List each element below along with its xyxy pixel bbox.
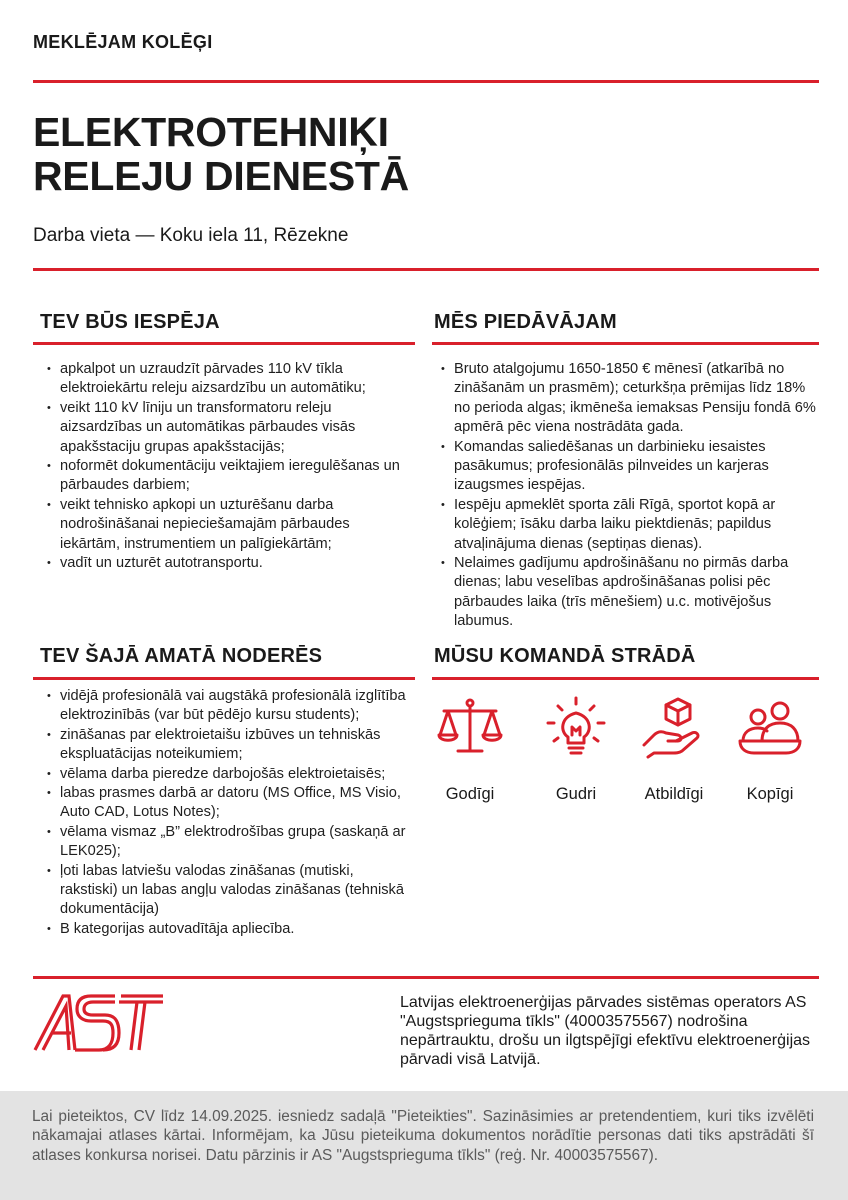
value-together bbox=[722, 695, 818, 804]
divider bbox=[33, 268, 819, 271]
lightbulb-icon bbox=[542, 695, 610, 761]
divider bbox=[432, 677, 819, 680]
divider bbox=[33, 80, 819, 83]
value-responsible bbox=[626, 695, 722, 804]
company-logo bbox=[33, 993, 165, 1058]
divider bbox=[33, 342, 415, 345]
list-item: • veikt tehnisko apkopi un uzturēšanu darba nodrošināšanai nepieciešamajām pārbaudes iekārtām, instrumentiem un palīgiekārtām; bbox=[40, 496, 408, 554]
list-item: • noformēt dokumentāciju veiktajiem ieregulēšanas un pārbaudes darbiem; bbox=[40, 457, 408, 496]
value-honest bbox=[422, 695, 518, 804]
list-item: • Nelaimes gadījumu apdrošināšanu no pirmās darba dienas; labu veselības apdrošināšanas polisi pēc pārbaudes laika (trīs mēnešiem) u.c. motivējošus labumus. bbox=[434, 554, 820, 632]
page-title-line-2: RELEJU DIENESTĀ bbox=[33, 153, 409, 199]
list-item: • B kategorijas autovadītāja apliecība. bbox=[40, 920, 408, 939]
divider bbox=[33, 677, 415, 680]
list-item: • veikt 110 kV līniju un transformatoru releju aizsardzības un automātikas pārbaudes visās apakšstaciju grupas apakšstacijās; bbox=[40, 399, 408, 457]
value-label: Kopīgi bbox=[746, 785, 794, 803]
page-kicker: MEKLĒJAM KOLĒĢI bbox=[33, 32, 213, 52]
list-item: • vēlama darba pieredze darbojošās elektroietaisēs; bbox=[40, 765, 408, 784]
list-item: • vidējā profesionālā vai augstākā profesionālā izglītība elektrozinībās (var būt pēdējo kursu students); bbox=[40, 687, 408, 726]
list-item: • Komandas saliedēšanas un darbinieku iesaistes pasākumus; profesionālās pilnveides un karjeras izaugsmes iespējas. bbox=[434, 438, 820, 496]
hand-with-cube-icon bbox=[640, 695, 708, 761]
list-item: • vēlama vismaz „B” elektrodrošības grupa (saskaņā ar LEK025); bbox=[40, 823, 408, 862]
list-item: • Bruto atalgojumu 1650-1850 € mēnesī (atkarībā no zināšanām un prasmēm); ceturkšņa prēmijas līdz 18% no perioda algas; ikmēneša iemaksas Pensiju fondā 6% apmērā pēc viena nostrādāta gada. bbox=[434, 360, 820, 438]
team-people-icon bbox=[736, 695, 804, 761]
list-item: • labas prasmes darbā ar datoru (MS Office, MS Visio, Auto CAD, Lotus Notes); bbox=[40, 784, 408, 823]
value-label: Gudri bbox=[555, 785, 597, 803]
list-item: • vadīt un uzturēt autotransportu. bbox=[40, 554, 408, 573]
scales-icon bbox=[436, 695, 504, 761]
list-item: • zināšanas par elektroietaišu izbūves un tehniskās ekspluatācijas noteikumiem; bbox=[40, 726, 408, 765]
team-values bbox=[432, 695, 816, 815]
list-item: • ļoti labas latviešu valodas zināšanas (mutiski, rakstiski) un labas angļu valodas zināšanas (tehniskā dokumentācija) bbox=[40, 862, 408, 920]
section-title-offer: MĒS PIEDĀVĀJAM bbox=[434, 311, 617, 333]
offer-list bbox=[434, 360, 820, 632]
divider bbox=[432, 342, 819, 345]
list-item: • Iespēju apmeklēt sporta zāli Rīgā, sportot kopā ar kolēģiem; īsāku darba laiku piektdienās; papildus atvaļinājuma dienas (septiņas dienas). bbox=[434, 496, 820, 554]
value-label: Atbildīgi bbox=[644, 785, 704, 803]
requirements-list bbox=[40, 687, 408, 939]
workplace-location: Darba vieta — Koku iela 11, Rēzekne bbox=[33, 225, 349, 246]
divider bbox=[33, 976, 819, 979]
page-title-line-1: ELEKTROTEHNIĶI bbox=[33, 109, 389, 155]
section-title-team: MŪSU KOMANDĀ STRĀDĀ bbox=[434, 645, 696, 667]
page-title bbox=[33, 110, 409, 198]
section-title-requirements: TEV ŠAJĀ AMATĀ NODERĒS bbox=[40, 645, 323, 667]
company-description: Latvijas elektroenerģijas pārvades sistēmas operators AS "Augstsprieguma tīkls" (40003575567) nodrošina nepārtrauktu, drošu un ilgtspējīgi efektīvu elektroenerģijas pārvadi visā Latvijā. bbox=[400, 994, 811, 1068]
list-item: • apkalpot un uzraudzīt pārvades 110 kV tīkla elektroiekārtu releju aizsardzību un automātiku; bbox=[40, 360, 408, 399]
value-smart bbox=[528, 695, 624, 804]
ast-logo-icon bbox=[33, 993, 165, 1053]
value-label: Godīgi bbox=[445, 785, 495, 803]
opportunities-list bbox=[40, 360, 408, 573]
section-title-opportunities: TEV BŪS IESPĒJA bbox=[40, 311, 220, 333]
footer-bar bbox=[0, 1091, 848, 1200]
application-info: Lai pieteiktos, CV līdz 14.09.2025. iesniedz sadaļā "Pieteikties". Sazināsimies ar pretendentiem, kuri tiks izvēlēti nākamajai atlases kārtai. Informējam, ka Jūsu pieteikuma dokumentos norādītie personas dati tiks apstrādāti šī atlases konkursa norisei. Datu pārzinis ir AS "Augstsprieguma tīkls" (reģ. Nr. 40003575567). bbox=[32, 1108, 814, 1164]
